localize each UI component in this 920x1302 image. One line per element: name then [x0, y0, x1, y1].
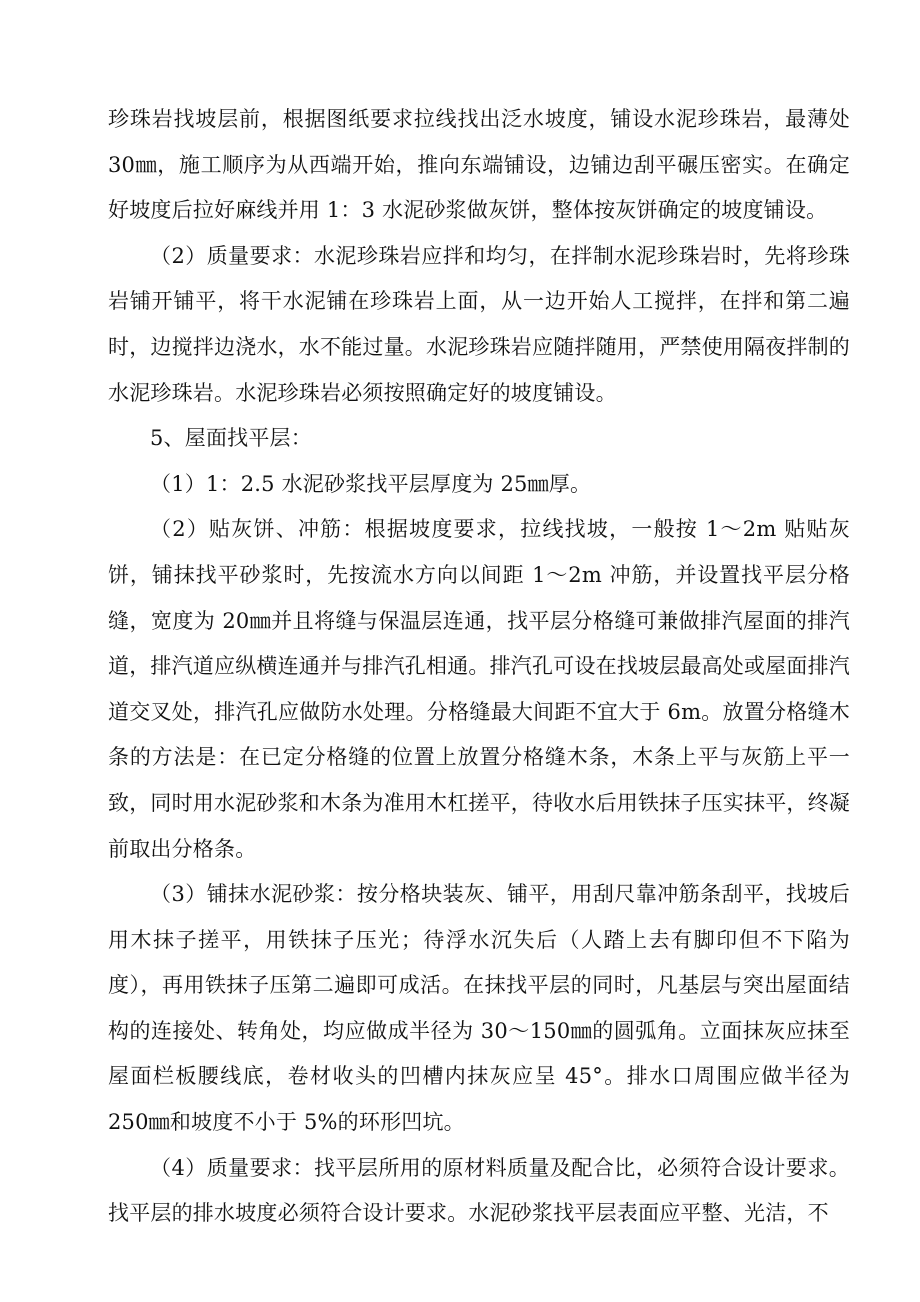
paragraph-slope-layer-method: 珍珠岩找坡层前，根据图纸要求拉线找出泛水坡度，铺设水泥珍珠岩，最薄处30㎜，施工顺序为从西端开始，推向东端铺设，边铺边刮平碾压密实。在确定好坡度后拉好麻线并用 1：3 水泥砂浆做灰饼，整体按灰饼确定的坡度铺设。 — [108, 107, 850, 223]
paragraph-leveling-quality: （4）质量要求：找平层所用的原材料质量及配合比，必须符合设计要求。找平层的排水坡度必须符合设计要求。水泥砂浆找平层表面应平整、光洁，不 — [108, 1155, 850, 1226]
document-page — [108, 97, 850, 1237]
paragraph-slope-layer-quality: （2）质量要求：水泥珍珠岩应拌和均匀，在拌制水泥珍珠岩时，先将珍珠岩铺开铺平，将干水泥铺在珍珠岩上面，从一边开始人工搅拌，在拌和第二遍时，边搅拌边浇水，水不能过量。水泥珍珠岩应随拌随用，严禁使用隔夜拌制的水泥珍珠岩。水泥珍珠岩必须按照确定好的坡度铺设。 — [108, 243, 850, 405]
paragraph-leveling-thickness: （1）1：2.5 水泥砂浆找平层厚度为 25㎜厚。 — [150, 471, 592, 496]
paragraph-leveling-mortar: （3）铺抹水泥砂浆：按分格块装灰、铺平，用刮尺靠冲筋条刮平，找坡后用木抹子搓平，用铁抹子压光；待浮水沉失后（人踏上去有脚印但不下陷为度），再用铁抹子压第二遍即可成活。在抹找平层的同时，凡基层与突出屋面结构的连接处、转角处，均应做成半径为 30～150㎜的圆弧角。立面抹灰应抹至屋面栏板腰线底，卷材收头的凹槽内抹灰应呈 45°。排水口周围应做半径为 250㎜和坡度不小于 5%的环形凹坑。 — [108, 882, 850, 1135]
paragraph-leveling-screeds: （2）贴灰饼、冲筋：根据坡度要求，拉线找坡，一般按 1～2m 贴贴灰饼，铺抹找平砂浆时，先按流水方向以间距 1～2m 冲筋，并设置找平层分格缝，宽度为 20㎜并且将缝与保温层连通，找平层分格缝可兼做排汽屋面的排汽道，排汽道应纵横连通并与排汽孔相通。排汽孔可设在找坡层最高处或屋面排汽道交叉处，排汽孔应做防水处理。分格缝最大间距不宜大于 6m。放置分格缝木条的方法是：在已定分格缝的位置上放置分格缝木条，木条上平与灰筋上平一致，同时用水泥砂浆和木条为准用木杠搓平，待收水后用铁抹子压实抹平，终凝前取出分格条。 — [108, 517, 850, 861]
section-heading-roof-leveling-layer: 5、屋面找平层： — [150, 426, 312, 451]
